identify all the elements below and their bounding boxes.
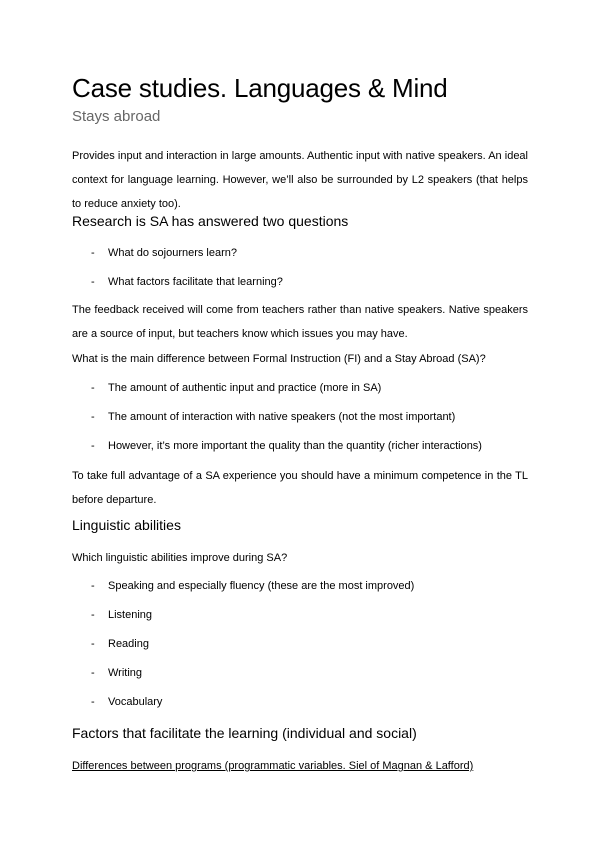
intro-paragraph: Provides input and interaction in large amounts. Authentic input with native speakers. An ideal context for language learning. However, we’ll also be surrounded by L2 speakers (that helps to reduce anxiety too). [72, 150, 528, 210]
dash-bullet-icon: - [91, 667, 95, 679]
list-item [91, 246, 237, 260]
heading-factors: Factors that facilitate the learning (individual and social) [72, 725, 417, 741]
document-title: Case studies. Languages & Mind [72, 73, 448, 103]
document-subtitle: Stays abroad [72, 108, 161, 125]
list-item-text: Writing [108, 667, 143, 679]
underlined-subheading: Differences between programs (programmatic variables. Siel of Magnan & Lafford) [72, 760, 474, 772]
list-item [91, 695, 162, 709]
linguistic-question: Which linguistic abilities improve during SA? [72, 552, 288, 564]
list-item [91, 410, 455, 424]
advantage-paragraph: To take full advantage of a SA experience you should have a minimum competence in the TL before departure. [72, 470, 528, 506]
list-item-text: However, it’s more important the quality than the quantity (richer interactions) [108, 440, 482, 452]
heading-research: Research is SA has answered two questions [72, 213, 349, 229]
list-item [91, 666, 142, 680]
list-item-text: What factors facilitate that learning? [108, 276, 283, 288]
feedback-paragraph: The feedback received will come from teachers rather than native speakers. Native speakers are a source of input, but teachers know which issues you may have. [72, 304, 528, 340]
list-item [91, 579, 414, 593]
list-item-text: Reading [108, 638, 149, 650]
list-item [91, 439, 482, 453]
list-item-text: Vocabulary [108, 696, 163, 708]
list-item-text: Listening [108, 609, 153, 621]
list-item-text: What do sojourners learn? [108, 247, 238, 259]
dash-bullet-icon: - [91, 580, 95, 592]
list-item-text: The amount of interaction with native speakers (not the most important) [108, 411, 456, 423]
list-item [91, 608, 152, 622]
dash-bullet-icon: - [91, 440, 95, 452]
list-item [91, 381, 381, 395]
list-item [91, 637, 149, 651]
list-item-text: The amount of authentic input and practice (more in SA) [108, 382, 382, 394]
difference-question: What is the main difference between Formal Instruction (FI) and a Stay Abroad (SA)? [72, 353, 486, 365]
dash-bullet-icon: - [91, 696, 95, 708]
dash-bullet-icon: - [91, 638, 95, 650]
dash-bullet-icon: - [91, 609, 95, 621]
list-item-text: Speaking and especially fluency (these are the most improved) [108, 580, 415, 592]
dash-bullet-icon: - [91, 276, 95, 288]
dash-bullet-icon: - [91, 382, 95, 394]
heading-linguistic: Linguistic abilities [72, 517, 181, 533]
list-item [91, 275, 283, 289]
dash-bullet-icon: - [91, 411, 95, 423]
dash-bullet-icon: - [91, 247, 95, 259]
